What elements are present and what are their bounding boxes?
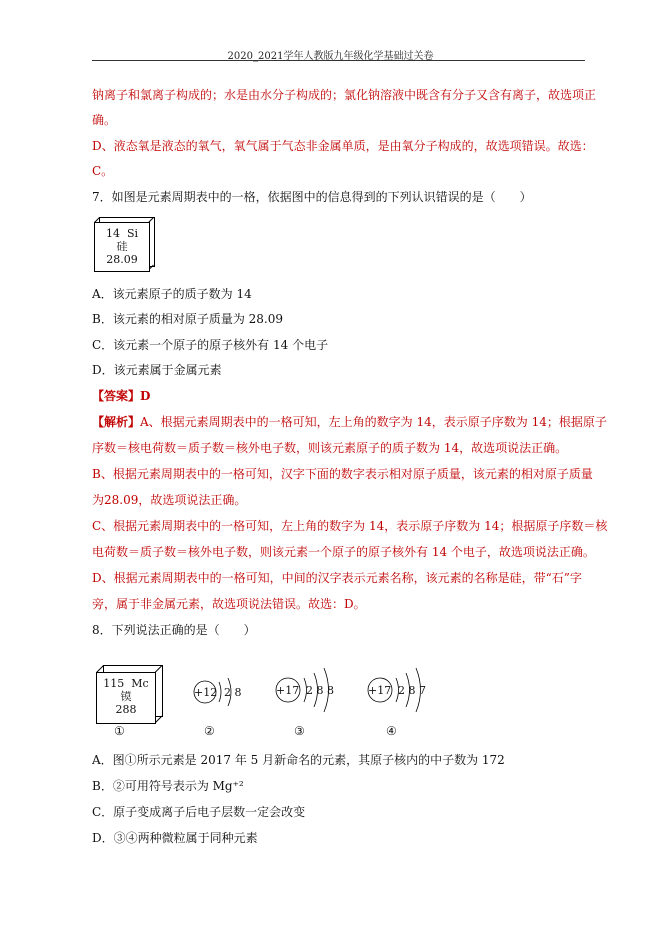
q8-stem: 8．下列说法正确的是（ ） <box>92 623 256 637</box>
q7-cell-symbol: Si <box>126 227 139 240</box>
prev-analysis-line-1: 钠离子和氯离子构成的；水是由水分子构成的；氯化钠溶液中既含有分子又含有离子，故选项正 <box>92 88 597 102</box>
atom-2-label: ② <box>204 724 215 738</box>
q7-cell-mass: 28.09 <box>106 253 138 266</box>
q7-cell-name: 硅 <box>116 240 128 253</box>
q7-option-d: D．该元素属于金属元素 <box>92 363 222 377</box>
q8-cell-symbol: Mc <box>131 677 149 690</box>
q7-analysis-line-3: B、根据元素周期表中的一格可知，汉字下面的数字表示相对原子质量，该元素的相对原子质量 <box>92 467 593 481</box>
q7-element-cell <box>94 222 150 272</box>
header-divider <box>92 60 585 61</box>
q7-analysis-line-1: 【解析】A、根据元素周期表中的一格可知，左上角的数字为 14，表示原子序数为 14；根据原子 <box>92 415 607 429</box>
atom-4-shells: 2 8 7 <box>398 684 426 697</box>
q7-cell-number: 14 <box>105 227 120 240</box>
q7-option-c: C．该元素一个原子的原子核外有 14 个电子 <box>92 338 329 352</box>
q8-element-cell <box>96 672 156 724</box>
q8-option-c: C．原子变成离子后电子层数一定会改变 <box>92 805 306 819</box>
prev-analysis-line-3: D、液态氧是液态的氧气，氧气属于气态非金属单质，是由氧分子构成的，故选项错误。故选： <box>92 139 594 153</box>
atom-3-nucleus: +17 <box>276 684 300 697</box>
q7-answer-label: 【答案】 <box>92 389 141 403</box>
q8-option-a: A．图①所示元素是 2017 年 5 月新命名的元素，其原子核内的中子数为 172 <box>92 753 505 767</box>
atom-4-nucleus: +17 <box>368 684 392 697</box>
q7-analysis-line-5: C、根据元素周期表中的一格可知，左上角的数字为 14，表示原子序数为 14；根据原子序数＝核 <box>92 519 608 533</box>
q7-analysis-line-2: 序数＝核电荷数＝质子数＝核外电子数，则该元素原子的质子数为 14，故选项说法正确。 <box>92 441 568 455</box>
atom-2-shells: 2 8 <box>224 686 242 699</box>
q8-cell-name: 镆 <box>120 690 132 703</box>
prev-analysis-line-2: 确。 <box>92 113 117 127</box>
q7-answer-value: D <box>140 389 151 403</box>
atom-3-shells: 2 8 8 <box>306 684 334 697</box>
q8-option-d: D．③④两种微粒属于同种元素 <box>92 831 258 845</box>
q8-option-b: B．②可用符号表示为 Mg⁺² <box>92 779 244 793</box>
q8-cell-label: ① <box>114 724 125 738</box>
q7-analysis-line-6: 电荷数＝质子数＝核外电子数，则该元素一个原子的原子核外有 14 个电子，故选项说法正确。 <box>92 545 595 559</box>
prev-analysis-line-4: C。 <box>92 164 114 178</box>
q7-stem: 7．如图是元素周期表中的一格，依据图中的信息得到的下列认识错误的是（ ） <box>92 190 532 204</box>
q8-cell-mass: 288 <box>115 703 137 716</box>
q7-answer <box>92 388 150 404</box>
q7-option-a: A．该元素原子的质子数为 14 <box>92 287 252 301</box>
q7-option-b: B．该元素的相对原子质量为 28.09 <box>92 312 283 326</box>
atom-4-label: ④ <box>386 724 397 738</box>
q7-analysis-line-8: 旁，属于非金属元素，故选项说法错误。故选：D。 <box>92 597 366 611</box>
page-header: 2020_2021学年人教版九年级化学基础过关卷 <box>227 51 434 62</box>
atom-3-label: ③ <box>294 724 305 738</box>
q8-cell-number: 115 <box>103 677 125 690</box>
q7-analysis-line-4: 为28.09，故选项说法正确。 <box>92 493 247 507</box>
atom-2-nucleus: +12 <box>194 686 218 699</box>
q7-analysis-label: 【解析】 <box>92 415 141 429</box>
q7-analysis-line-7: D、根据元素周期表中的一格可知，中间的汉字表示元素名称，该元素的名称是硅，带“石”字 <box>92 571 582 585</box>
